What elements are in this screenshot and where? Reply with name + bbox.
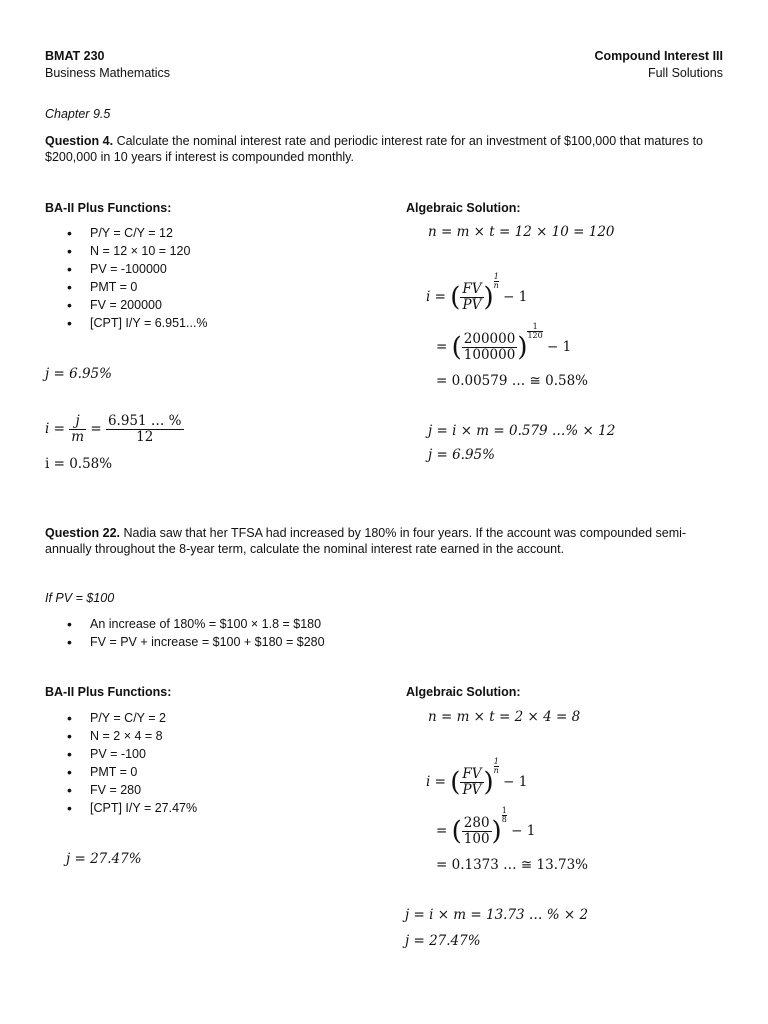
list-item: • PMT = 0 <box>64 278 208 296</box>
q4-alg-j2: j = 6.95% <box>428 447 495 463</box>
q4-ba-heading: BA-II Plus Functions: <box>45 201 172 215</box>
q22-if-pv: If PV = $100 <box>45 591 115 605</box>
question-4 <box>45 133 725 165</box>
q22-ba-list <box>64 709 197 817</box>
q4-alg-result: = 0.00579 … ≅ 0.58% <box>436 373 589 389</box>
q22-alg-result: = 0.1373 … ≅ 13.73% <box>436 857 589 873</box>
list-item: • PV = -100000 <box>64 260 208 278</box>
question-4-text: Calculate the nominal interest rate and periodic interest rate for an investment of $100,000 that matures to $200,000 in 10 years if interest is compounded monthly. <box>45 134 704 164</box>
list-item: • N = 12 × 10 = 120 <box>64 242 208 260</box>
course-code: BMAT 230 <box>45 49 105 63</box>
list-item: • [CPT] I/Y = 27.47% <box>64 799 197 817</box>
q4-i-result: i = 0.58% <box>45 456 113 472</box>
q22-j-result: j = 27.47% <box>66 851 142 867</box>
list-item: • An increase of 180% = $100 × 1.8 = $180 <box>64 615 325 633</box>
list-item: • [CPT] I/Y = 6.951...% <box>64 314 208 332</box>
q4-alg-heading: Algebraic Solution: <box>406 201 521 215</box>
q22-alg-heading: Algebraic Solution: <box>406 685 521 699</box>
q4-alg-substitution: = ( $\frac{200000}{100000}$ ) $\frac{1}{120}$ − 1 <box>436 322 572 363</box>
list-item: • P/Y = C/Y = 2 <box>64 709 197 727</box>
q22-alg-i-formula: i = ( $\frac{FV}{PV}$ ) $\frac{1}{n}$ − 1 <box>426 757 528 798</box>
doc-subtitle: Full Solutions <box>647 66 723 80</box>
list-item: • P/Y = C/Y = 12 <box>64 224 208 242</box>
list-item: • PV = -100 <box>64 745 197 763</box>
list-item: • PMT = 0 <box>64 763 197 781</box>
q22-pv-list <box>64 615 325 651</box>
q4-alg-i-formula: i = ( $\frac{FV}{PV}$ ) $\frac{1}{n}$ − 1 <box>426 272 528 313</box>
q22-ba-heading: BA-II Plus Functions: <box>45 685 172 699</box>
question-4-label: Question 4. <box>45 134 114 148</box>
course-name: Business Mathematics <box>45 66 171 80</box>
question-22-text: Nadia saw that her TFSA had increased by 180% in four years. If the account was compounded semi-annually throughout the 8-year term, calculate the nominal interest rate earned in the account. <box>45 526 687 556</box>
list-item: • FV = 280 <box>64 781 197 799</box>
q4-ba-list <box>64 224 208 332</box>
q4-i-frac-j-m: $\frac{j}{m}$ <box>71 413 85 445</box>
q22-alg-n: n = m × t = 2 × 4 = 8 <box>428 709 581 725</box>
question-22-label: Question 22. <box>45 526 121 540</box>
chapter-label: Chapter 9.5 <box>45 107 111 121</box>
q22-alg-j2: j = 27.47% <box>405 933 481 949</box>
list-item: • N = 2 × 4 = 8 <box>64 727 197 745</box>
question-22 <box>45 525 725 557</box>
q22-alg-j1: j = i × m = 13.73 … % × 2 <box>405 907 589 923</box>
q4-i-frac-values: $\frac{6.951 \dots \%}{12}$ <box>107 413 182 445</box>
doc-title: Compound Interest III <box>594 49 723 63</box>
q4-alg-n: n = m × t = 12 × 10 = 120 <box>428 224 615 240</box>
q4-j-result: j = 6.95% <box>45 366 112 382</box>
q4-i-formula: i = $\frac{j}{m}$ = $\frac{6.951 \dots \%}{12}$ <box>45 413 182 445</box>
q4-alg-j1: j = i × m = 0.579 …% × 12 <box>428 423 616 439</box>
list-item: • FV = PV + increase = $100 + $180 = $280 <box>64 633 325 651</box>
list-item: • FV = 200000 <box>64 296 208 314</box>
q22-alg-substitution: = ( $\frac{280}{100}$ ) $\frac{1}{8}$ − 1 <box>436 806 536 847</box>
